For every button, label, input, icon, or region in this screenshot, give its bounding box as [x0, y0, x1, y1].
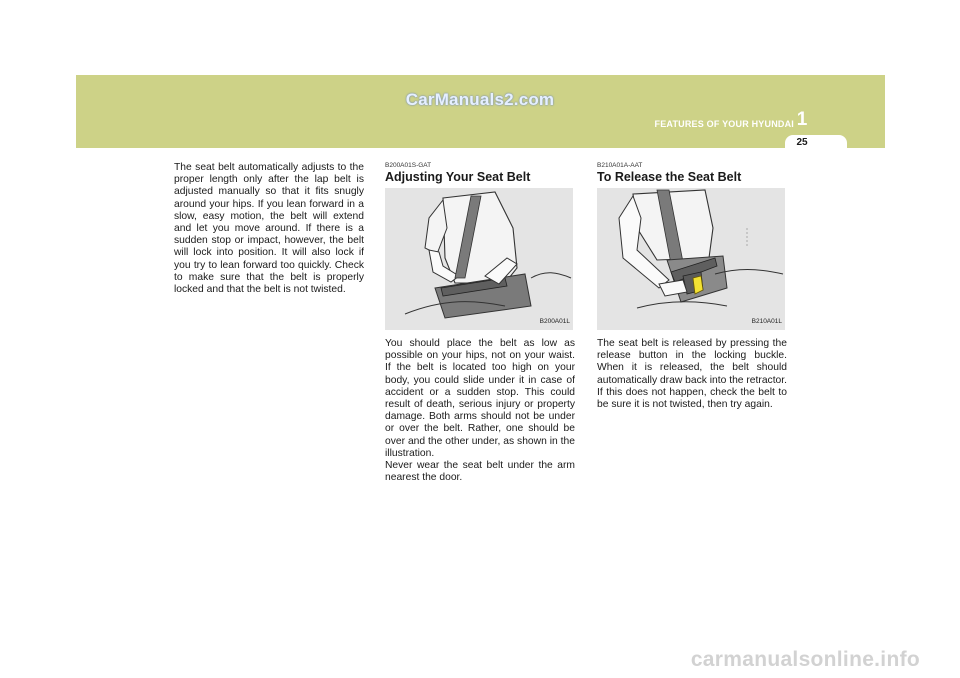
section-code: B210A01A-AAT [597, 162, 643, 169]
chapter-number: 1 [796, 109, 808, 130]
chapter-title: FEATURES OF YOUR HYUNDAI [654, 119, 794, 129]
seated-person-lap-belt-illustration [385, 188, 573, 330]
header-watermark: CarManuals2.com [405, 90, 555, 109]
release-belt-illustration [597, 188, 785, 330]
adjusting-paragraph-2: Never wear the seat belt under the arm nearest the door. [385, 460, 575, 484]
release-paragraph-2: If this does not happen, check the belt to be sure it is not twisted, then try again. [597, 386, 787, 411]
intro-paragraph: The seat belt automatically adjusts to the proper length only after the lap belt is adjusted manually so that it fits snugly around your hips. If you lean forward in a slow, easy motion, the belt will extend and let you move around. If there is a sudden stop or impact, however, the belt will lock into position. It will also lock if you try to lean forward too quickly. Check to make sure that the belt is properly locked and that the belt is not twisted. [174, 162, 364, 296]
adjusting-belt-illustration [385, 188, 573, 330]
release-paragraph-1: The seat belt is released by pressing the release button in the locking buckle. When it is released, the belt should automatically draw back into the retractor. [597, 338, 788, 386]
page-number: 25 [796, 137, 808, 148]
seated-person-buckle-illustration [597, 188, 785, 330]
column-intro [174, 162, 364, 296]
section-heading: To Release the Seat Belt [597, 170, 742, 184]
section-release [597, 162, 787, 411]
section-heading: Adjusting Your Seat Belt [385, 170, 531, 184]
header-band [76, 75, 885, 148]
section-adjusting [385, 162, 575, 484]
section-code: B200A01S-GAT [385, 162, 432, 169]
figure-caption: B200A01L [539, 317, 570, 325]
adjusting-paragraph-1: You should place the belt as low as possible on your hips, not on your waist. If the belt is located too high on your body, you could slide under it in case of accident or a sudden stop. This could result of death, serious injury or property damage. Both arms should not be under or over the belt. Rather, one should be over and the other under, as shown in the illustration. [385, 338, 575, 459]
footer-watermark: carmanualsonline.info [690, 648, 920, 671]
figure-caption: B210A01L [751, 317, 782, 325]
